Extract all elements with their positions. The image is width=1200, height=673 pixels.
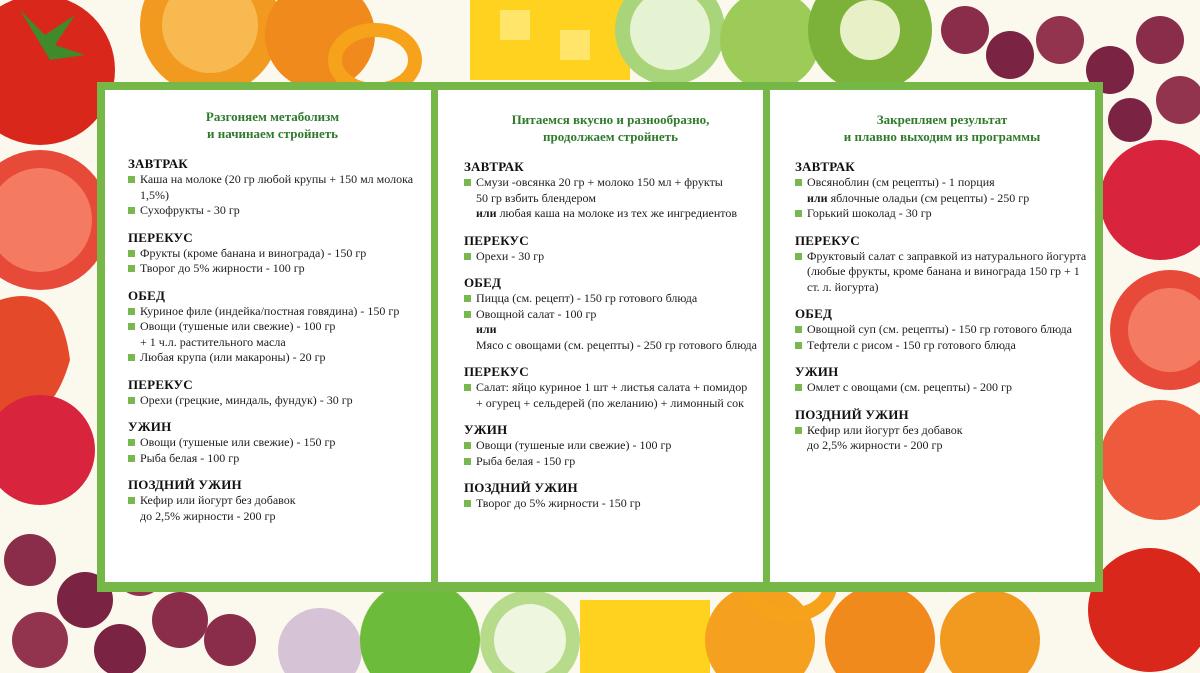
meal-section — [795, 306, 1089, 353]
meal-item — [128, 203, 417, 219]
meal-item-text: Овощной салат - 100 гр — [476, 306, 597, 321]
meal-item-text: Тефтели с рисом - 150 гр готового блюда — [807, 337, 1016, 352]
column-1 — [105, 90, 431, 582]
bullet-square-icon — [128, 397, 135, 404]
meal-item — [464, 206, 757, 222]
bullet-square-icon — [128, 207, 135, 214]
meal-section — [795, 364, 1089, 396]
bullet-square-icon — [795, 342, 802, 349]
meal-item — [795, 206, 1089, 222]
meal-item-text: Овощи (тушеные или свежие) - 100 гр — [476, 438, 672, 452]
meal-item-text: Рыба белая - 100 гр — [140, 450, 240, 465]
meal-item-or: или — [476, 322, 497, 336]
meal-heading: ПОЗДНИЙ УЖИН — [128, 477, 242, 492]
meal-item-text: Орехи - 30 гр — [476, 248, 545, 263]
column-3 — [770, 90, 1095, 582]
bullet-square-icon — [795, 326, 802, 333]
meal-item-text: Сухофрукты - 30 гр — [140, 203, 240, 217]
column-title-line: продолжаем стройнеть — [543, 129, 678, 144]
column-title-line: Закрепляем результат — [876, 112, 1008, 127]
corn-icon — [470, 0, 630, 80]
meal-item — [795, 175, 1089, 191]
bullet-square-icon — [464, 179, 471, 186]
meal-item-or: или — [476, 206, 497, 220]
meal-item — [464, 175, 757, 191]
meal-section — [464, 422, 757, 469]
meal-heading: ЗАВТРАК — [128, 156, 188, 171]
meal-item-text: Смузи -овсянка 20 гр + молоко 150 мл + фрукты — [476, 175, 723, 189]
meal-heading: УЖИН — [464, 422, 508, 437]
meal-item-text: 50 гр взбить блендером — [476, 190, 596, 205]
bullet-square-icon — [128, 265, 135, 272]
meal-item — [464, 291, 757, 307]
column-title-line: и плавно выходим из программы — [843, 129, 1041, 144]
meal-heading: ОБЕД — [464, 275, 502, 290]
meal-item-text: Фрукты (кроме банана и винограда) - 150 гр — [140, 245, 367, 260]
bullet-square-icon — [795, 384, 802, 391]
meal-item — [128, 261, 417, 277]
meal-heading: ПЕРЕКУС — [795, 232, 860, 248]
corn-bottom-icon — [580, 600, 710, 673]
meal-section — [795, 407, 1089, 454]
meal-item — [128, 451, 417, 467]
bullet-square-icon — [128, 176, 135, 183]
meal-item — [464, 307, 757, 323]
meal-item-text: до 2,5% жирности - 200 гр — [807, 438, 943, 452]
meal-heading: УЖИН — [128, 419, 172, 434]
meal-item-text: Орехи (грецкие, миндаль, фундук) - 30 гр — [140, 392, 353, 407]
meal-item-text: до 2,5% жирности - 200 гр — [140, 508, 276, 523]
bullet-square-icon — [795, 253, 802, 260]
meal-item — [128, 172, 417, 203]
meal-item-text: Овощи (тушеные или свежие) - 150 гр — [140, 435, 336, 449]
column-title-line: Разгоняем метаболизм — [205, 109, 340, 124]
meal-heading: ПЕРЕКУС — [128, 376, 193, 392]
bullet-square-icon — [464, 311, 471, 318]
meal-item — [128, 304, 417, 320]
meal-item-text: Творог до 5% жирности - 100 гр — [140, 261, 305, 275]
meal-heading: УЖИН — [795, 364, 839, 379]
bullet-square-icon — [128, 497, 135, 504]
meal-item — [795, 380, 1089, 396]
meal-heading: ПОЗДНИЙ УЖИН — [464, 480, 578, 495]
meal-section — [128, 288, 417, 366]
meal-heading: ПЕРЕКУС — [128, 229, 193, 245]
meal-item — [464, 322, 757, 338]
meal-section — [464, 364, 757, 411]
meal-section — [464, 159, 757, 222]
column-title — [128, 108, 417, 142]
meal-heading: ЗАВТРАК — [464, 159, 524, 174]
meal-item — [464, 438, 757, 454]
bullet-square-icon — [128, 323, 135, 330]
meal-item — [128, 393, 417, 409]
meal-item-text: Каша на молоке (20 гр любой крупы + 150 мл молока 1,5%) — [140, 172, 414, 202]
meal-item — [795, 438, 1089, 454]
meal-section — [795, 159, 1089, 222]
bullet-square-icon — [795, 179, 802, 186]
meal-item-text: Любая крупа (или макароны) - 20 гр — [140, 350, 326, 364]
meal-heading: ОБЕД — [795, 306, 833, 321]
meal-item-text: Рыба белая - 150 гр — [476, 453, 576, 468]
meal-item — [464, 191, 757, 207]
meal-item-text: + 1 ч.л. растительного масла — [140, 334, 286, 349]
meal-section — [128, 477, 417, 524]
meal-item — [128, 350, 417, 366]
meal-item — [795, 191, 1089, 207]
meal-item — [464, 454, 757, 470]
meal-section — [128, 230, 417, 277]
meal-item-text: Куриное филе (индейка/постная говядина) - 150 гр — [140, 303, 400, 318]
bullet-square-icon — [128, 308, 135, 315]
bullet-square-icon — [795, 427, 802, 434]
meal-section — [795, 233, 1089, 296]
bullet-square-icon — [128, 439, 135, 446]
meal-section — [128, 419, 417, 466]
meal-item-text: Пицца (см. рецепт) - 150 гр готового блюда — [476, 291, 698, 305]
meal-item — [795, 423, 1089, 439]
meal-section — [128, 156, 417, 219]
meal-item-text: яблочные оладьи (см рецепты) - 250 гр — [827, 190, 1030, 205]
meal-item — [795, 249, 1089, 296]
bullet-square-icon — [464, 384, 471, 391]
meal-item-text: Овсяноблин (см рецепты) - 1 порция — [807, 175, 995, 189]
meal-heading: ОБЕД — [128, 287, 166, 303]
column-title — [464, 111, 757, 145]
bullet-square-icon — [795, 210, 802, 217]
bullet-square-icon — [128, 455, 135, 462]
column-2 — [438, 90, 763, 582]
meal-item-text: любая каша на молоке из тех же ингредиентов — [496, 206, 738, 220]
meal-item — [128, 319, 417, 335]
bullet-square-icon — [128, 250, 135, 257]
meal-section — [464, 275, 757, 353]
meal-item — [795, 338, 1089, 354]
meal-item — [464, 249, 757, 265]
meal-item-text: Омлет с овощами (см. рецепты) - 200 гр — [807, 380, 1012, 394]
meal-section — [464, 233, 757, 265]
meal-section — [464, 480, 757, 512]
bullet-square-icon — [464, 253, 471, 260]
column-title-line: Питаемся вкусно и разнообразно, — [511, 112, 710, 127]
column-title — [795, 111, 1089, 145]
meal-item-text: Овощной суп (см. рецепты) - 150 гр готового блюда — [807, 322, 1072, 336]
meal-item-text: Кефир или йогурт без добавок — [140, 493, 296, 507]
bullet-square-icon — [464, 458, 471, 465]
meal-item-text: Творог до 5% жирности - 150 гр — [476, 496, 641, 510]
meal-item — [128, 509, 417, 525]
column-title-line: и начинаем стройнеть — [207, 126, 338, 141]
meal-item — [464, 338, 757, 354]
meal-heading: ЗАВТРАК — [795, 159, 855, 174]
meal-heading: ПЕРЕКУС — [464, 232, 529, 248]
bullet-square-icon — [464, 442, 471, 449]
meal-item — [464, 380, 757, 411]
meal-item — [128, 435, 417, 451]
meal-item-text: Мясо с овощами (см. рецепты) - 250 гр готового блюда — [476, 337, 757, 352]
bullet-square-icon — [464, 500, 471, 507]
meal-item-text: Овощи (тушеные или свежие) - 100 гр — [140, 319, 336, 333]
meal-item — [795, 322, 1089, 338]
meal-heading: ПОЗДНИЙ УЖИН — [795, 406, 909, 422]
meal-item-text: Салат: яйцо куриное 1 шт + листья салата + помидор + огурец + сельдерей (по желанию) + лимонный сок — [476, 380, 748, 410]
meal-item-or: или — [807, 190, 828, 205]
meal-section — [128, 377, 417, 409]
meal-item-text: Кефир или йогурт без добавок — [807, 422, 963, 437]
meal-heading: ПЕРЕКУС — [464, 364, 529, 379]
meal-item-text: Горький шоколад - 30 гр — [807, 206, 932, 220]
meal-item — [464, 496, 757, 512]
bullet-square-icon — [464, 295, 471, 302]
bullet-square-icon — [128, 354, 135, 361]
meal-item — [128, 493, 417, 509]
meal-item-text: Фруктовый салат с заправкой из натурального йогурта (любые фрукты, кроме банана и винограда 150 гр + 1 ст. л. йогурта) — [807, 248, 1087, 294]
meal-item — [128, 335, 417, 351]
meal-item — [128, 246, 417, 262]
